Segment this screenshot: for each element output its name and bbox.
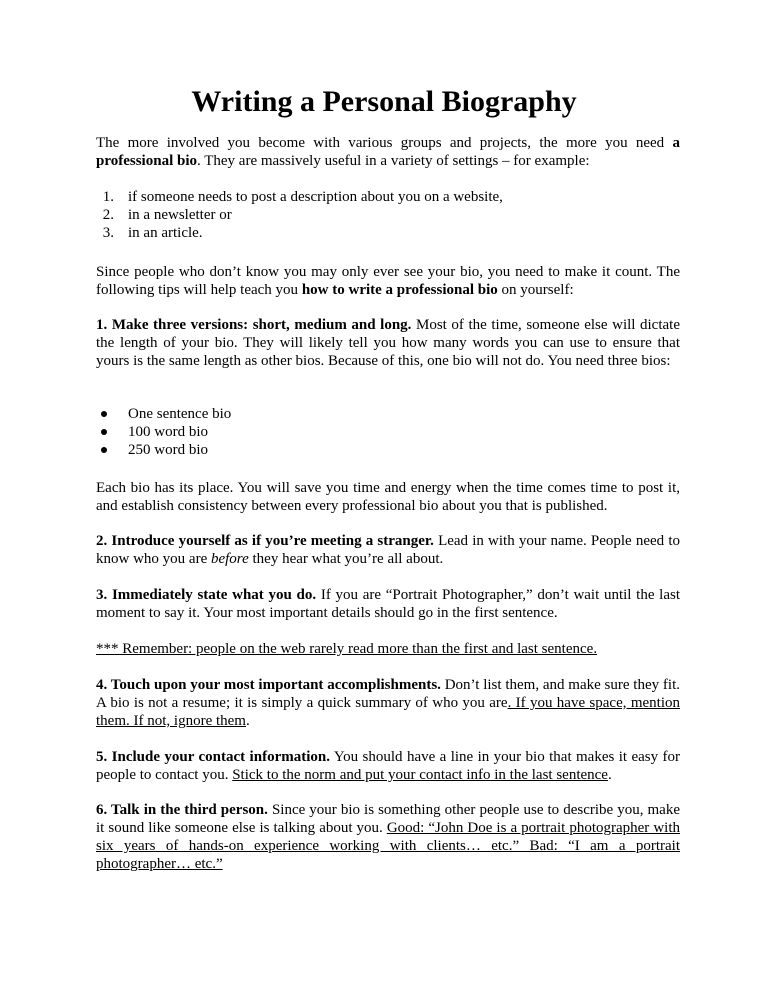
remember-note: *** Remember: people on the web rarely read more than the first and last sentence.: [96, 641, 598, 657]
page-title: Writing a Personal Biography: [191, 85, 577, 118]
examples-numbered-list: [96, 188, 680, 242]
tip-4-heading: 4. Touch upon your most important accomplishments.: [96, 677, 441, 693]
list-item: 1. if someone needs to post a description about you on a website,: [102, 189, 503, 205]
tip-2-emphasis: before: [210, 551, 249, 567]
since-bold-term: how to write a professional bio: [301, 282, 498, 298]
tip-3-heading: 3. Immediately state what you do.: [96, 587, 317, 603]
list-item: One sentence bio: [96, 405, 680, 423]
each-bio-paragraph: Each bio has its place. You will save you time and energy when the time comes time to post it, and establish consistency between every professional bio about you that is published.: [96, 480, 680, 514]
bio-types-bullet-list: [96, 405, 680, 459]
list-item: 2. in a newsletter or: [102, 207, 232, 223]
tip-1-paragraph: 1. Make three versions: short, medium and long. Most of the time, someone else will dictate the length of your bio. They will likely tell you how many words you can use to ensure that yours is the same length as other bios. Because of this, one bio will not do. You need three bios:: [96, 317, 680, 369]
intro-paragraph: The more involved you become with various groups and projects, the more you need a professional bio. They are massively useful in a variety of settings – for example:: [96, 135, 680, 169]
tip-5-heading: 5. Include your contact information.: [96, 749, 330, 765]
bullet-icon: [101, 411, 107, 417]
tip-4-paragraph: 4. Touch upon your most important accomplishments. Don’t list them, and make sure they fit. A bio is not a resume; it is simply a quick summary of who you are. If you have space, mention them. If not, ignore them.: [96, 677, 680, 729]
intro-bold-term: a professional bio: [96, 135, 680, 169]
tip-6-heading: 6. Talk in the third person.: [96, 802, 268, 818]
tip-6-paragraph: 6. Talk in the third person. Since your bio is something other people use to describe you, make it sound like someone else is talking about you. Good: “John Doe is a portrait photographer with six years of hands-on experience working with clients… etc.” Bad: “I am a portrait photographer… etc.”: [96, 802, 680, 872]
tip-5-paragraph: 5. Include your contact information. You should have a line in your bio that makes it easy for people to contact you. Stick to the norm and put your contact info in the last sentence.: [96, 749, 681, 783]
tip-3-paragraph: 3. Immediately state what you do. If you are “Portrait Photographer,” don’t wait until the last moment to say it. Your most important details should go in the first sentence.: [96, 587, 681, 621]
since-paragraph: Since people who don’t know you may only ever see your bio, you need to make it count. The following tips will help teach you how to write a professional bio on yourself:: [96, 264, 680, 298]
list-item: 250 word bio: [96, 441, 680, 459]
tip-5-underlined: Stick to the norm and put your contact info in the last sentence: [232, 767, 608, 783]
bullet-icon: [101, 447, 107, 453]
list-item: 100 word bio: [96, 423, 680, 441]
bullet-icon: [101, 429, 107, 435]
tip-4-underlined: . If you have space, mention them. If not, ignore them: [96, 695, 680, 729]
tip-6-underlined: Good: “John Doe is a portrait photographer with six years of hands-on experience working with clients… etc.” Bad: “I am a portrait photographer… etc.”: [96, 820, 680, 872]
tip-2-paragraph: 2. Introduce yourself as if you’re meeting a stranger. Lead in with your name. People need to know who you are before they hear what you’re all about.: [96, 533, 680, 567]
tip-2-heading: 2. Introduce yourself as if you’re meeting a stranger.: [96, 533, 434, 549]
tip-1-heading: 1. Make three versions: short, medium and long.: [96, 317, 412, 333]
list-item: 3. in an article.: [102, 225, 203, 241]
